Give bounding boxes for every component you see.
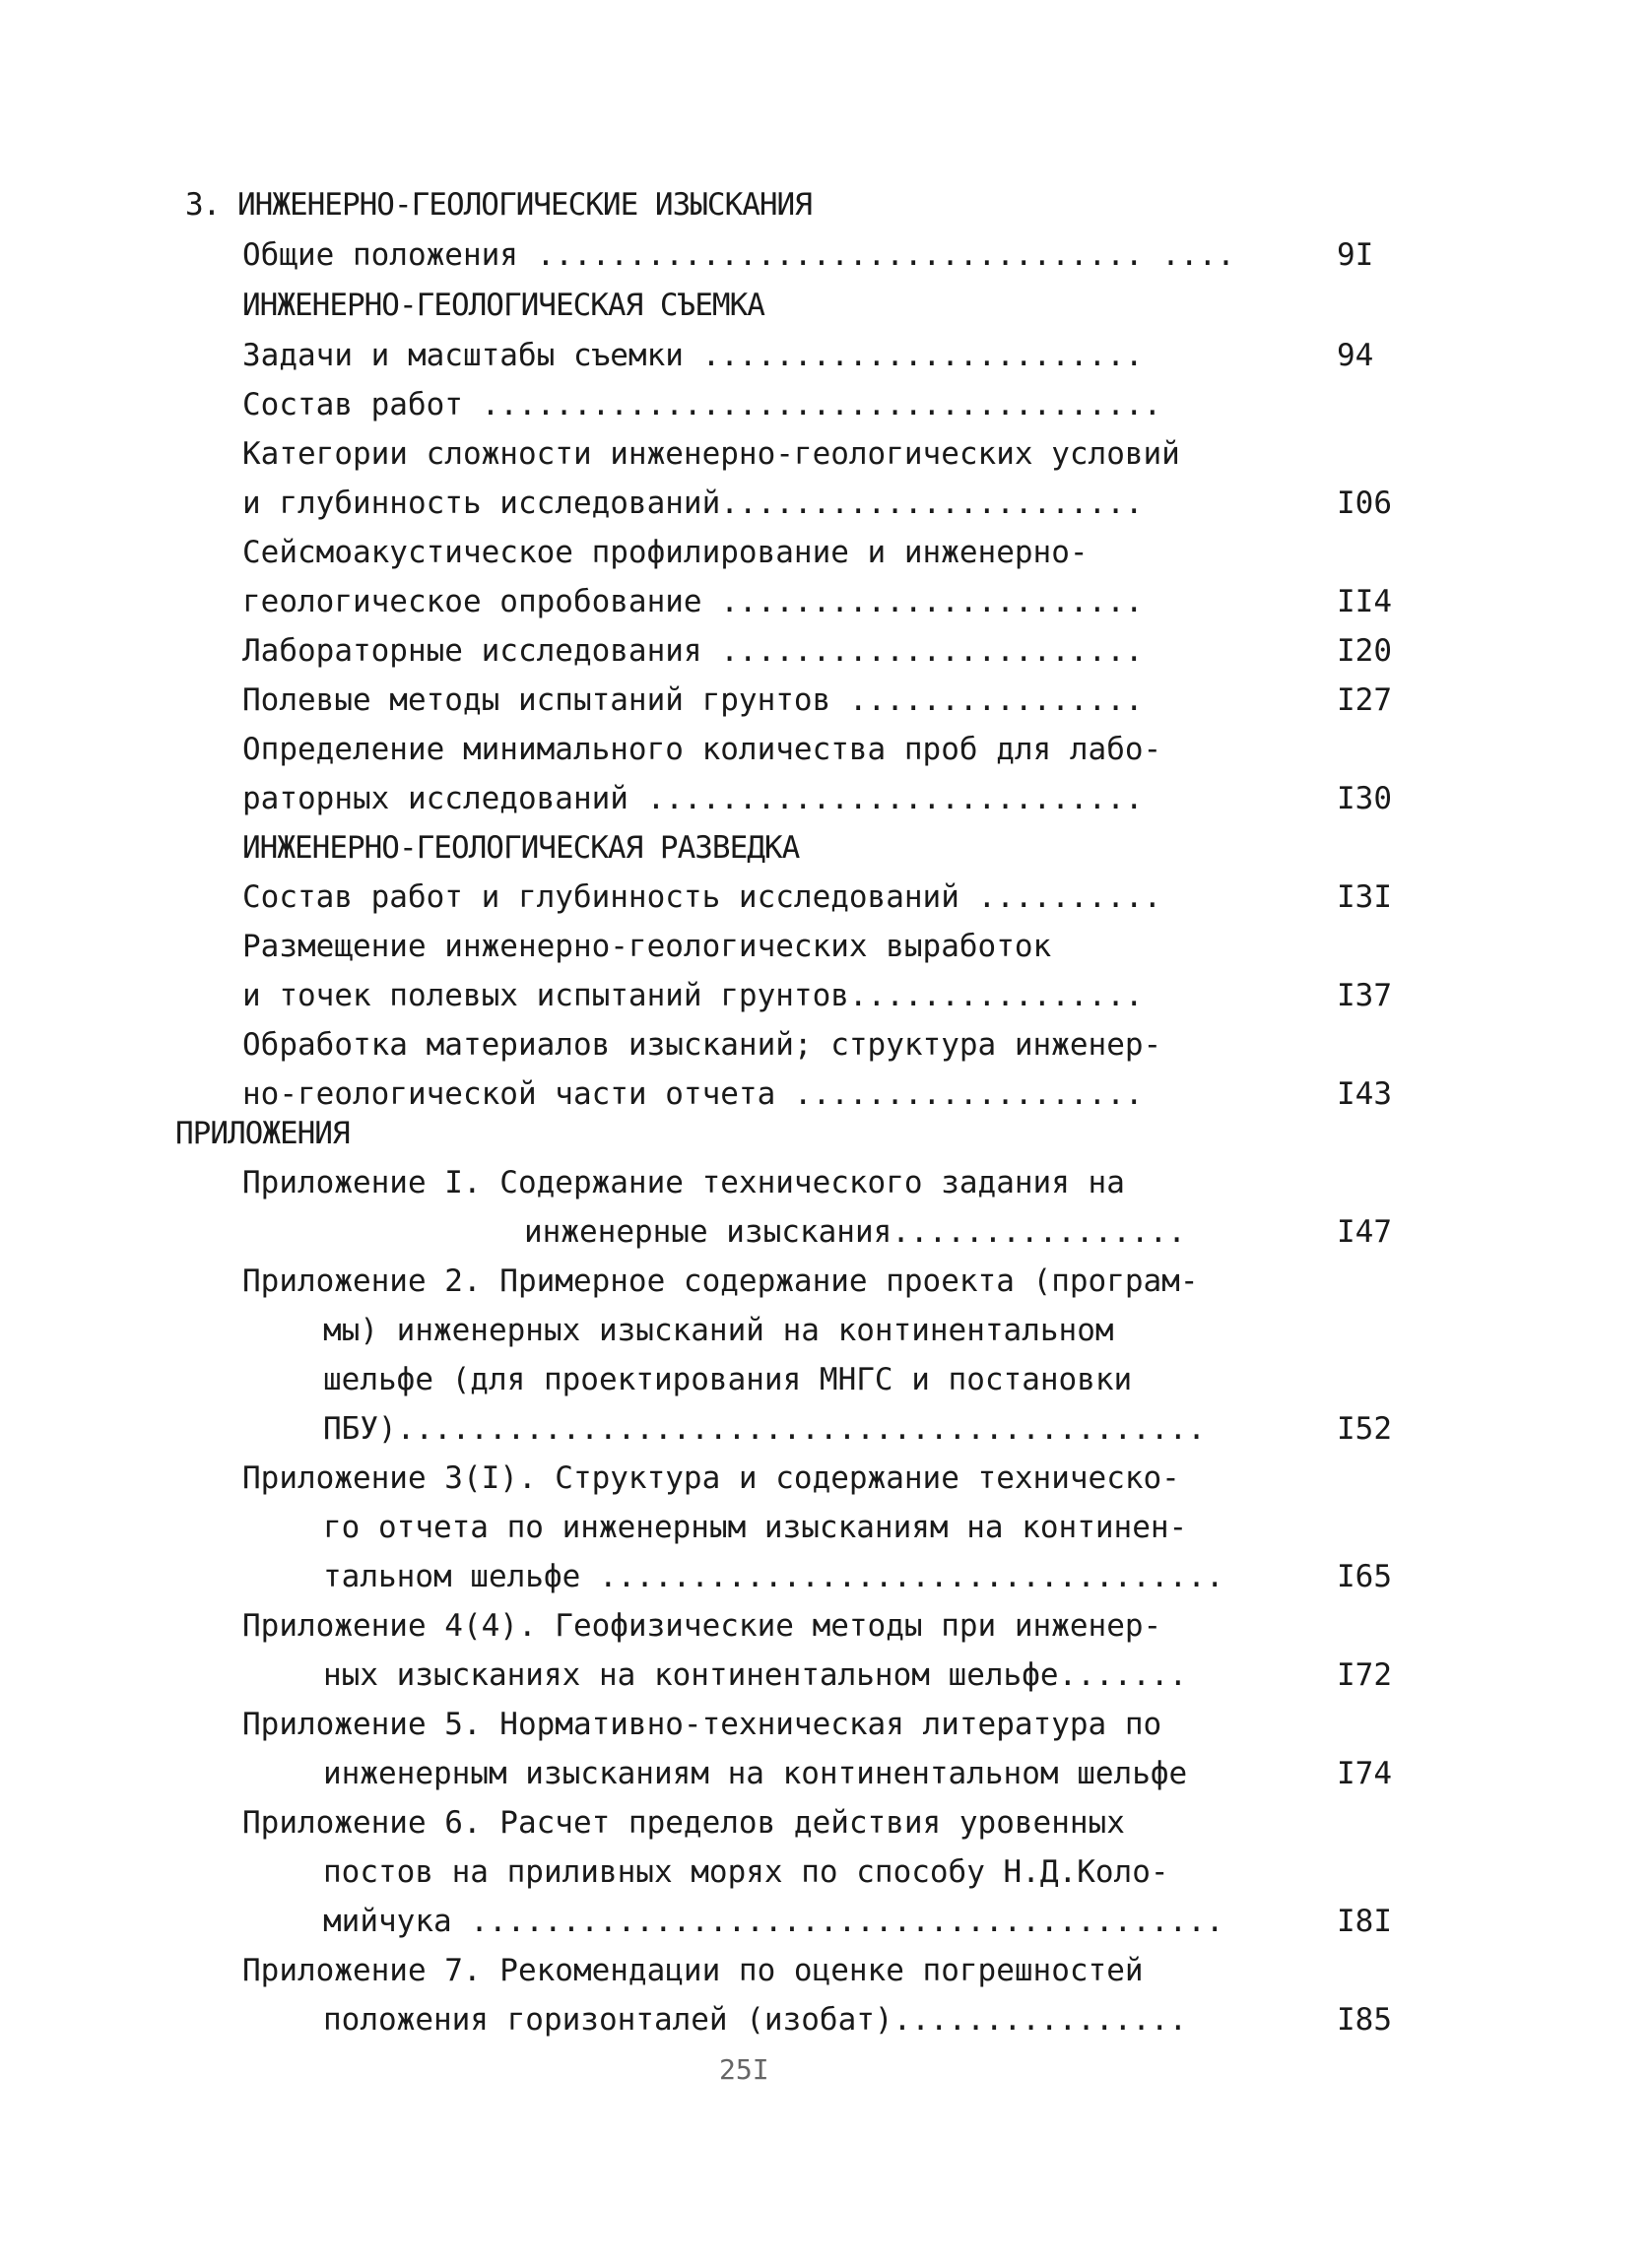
page-number: 25I (719, 2053, 769, 2086)
toc-entry-line: Сейсмоакустическое профилирование и инженерно- (242, 535, 1089, 570)
subsection-heading-exploration: ИНЖЕНЕРНО-ГЕОЛОГИЧЕСКАЯ РАЗВЕДКА (242, 830, 800, 866)
toc-page: I72 (1337, 1657, 1392, 1693)
toc-entry-line: и точек полевых испытаний грунтов................ (242, 978, 1144, 1013)
toc-page: II4 (1337, 584, 1392, 619)
toc-entry-line: постов на приливных морях по способу Н.Д.Коло- (323, 1854, 1169, 1890)
toc-entry-line: Приложение 6. Расчет пределов действия уровенных (242, 1805, 1125, 1841)
toc-page: I85 (1337, 2002, 1392, 2038)
toc-entry-line: Определение минимального количества проб для лабо- (242, 732, 1162, 767)
toc-entry-line: Приложение 2. Примерное содержание проекта (програм- (242, 1264, 1199, 1299)
toc-entry-line: мийчука ......................................... (323, 1904, 1224, 1939)
toc-entry-line: но-геологической части отчета ................... (242, 1076, 1144, 1112)
toc-entry-line: и глубинность исследований....................... (242, 486, 1144, 521)
toc-entry-line: Обработка материалов изысканий; структура инженер- (242, 1027, 1162, 1063)
toc-page: I65 (1337, 1559, 1392, 1594)
toc-page: I52 (1337, 1411, 1392, 1447)
toc-entry-line: тальном шельфе .................................. (323, 1559, 1224, 1594)
toc-page: I30 (1337, 781, 1392, 816)
toc-entry-line: мы) инженерных изысканий на континентальном (323, 1313, 1114, 1348)
toc-entry-line: Состав работ и глубинность исследований .......... (242, 879, 1162, 915)
toc-entry-line: Приложение 7. Рекомендации по оценке погрешностей (242, 1953, 1144, 1988)
toc-entry-line: инженерным изысканиям на континентальном шельфе (323, 1756, 1188, 1791)
toc-entry-line: Размещение инженерно-геологических выработок (242, 929, 1052, 964)
toc-page: I43 (1337, 1076, 1392, 1112)
section-title: 3. ИНЖЕНЕРНО-ГЕОЛОГИЧЕСКИЕ ИЗЫСКАНИЯ (185, 187, 812, 223)
toc-entry-line: раторных исследований ........................... (242, 781, 1144, 816)
toc-entry-line: Категории сложности инженерно-геологических условий (242, 436, 1180, 472)
toc-entry-line: Приложение 5. Нормативно-техническая литература по (242, 1707, 1162, 1742)
toc-entry-line: Состав работ ..................................... (242, 387, 1162, 422)
toc-page: I8I (1337, 1904, 1392, 1939)
toc-page: 94 (1337, 338, 1374, 373)
appendices-heading: ПРИЛОЖЕНИЯ (175, 1116, 350, 1151)
toc-page: I74 (1337, 1756, 1392, 1791)
toc-page: I06 (1337, 486, 1392, 521)
toc-entry-line: Приложение 3(I). Структура и содержание техническо- (242, 1460, 1180, 1496)
toc-entry-general: Общие положения ................................. .... (242, 237, 1235, 273)
toc-entry-line: геологическое опробование ....................... (242, 584, 1144, 619)
toc-entry-line: Приложение 4(4). Геофизические методы при инженер- (242, 1608, 1162, 1644)
toc-entry-line: Лабораторные исследования ....................... (242, 633, 1144, 669)
toc-entry-line: инженерные изыскания................ (524, 1214, 1186, 1250)
toc-entry-line: Приложение I. Содержание технического задания на (242, 1165, 1125, 1200)
toc-page: I3I (1337, 879, 1392, 915)
toc-entry-line: шельфе (для проектирования МНГС и постановки (323, 1362, 1133, 1397)
toc-entry-line: положения горизонталей (изобат)................ (323, 2002, 1188, 2038)
toc-entry-line: Задачи и масштабы съемки ........................ (242, 338, 1144, 373)
toc-entry-line: ных изысканиях на континентальном шельфе....... (323, 1657, 1188, 1693)
subsection-heading-survey: ИНЖЕНЕРНО-ГЕОЛОГИЧЕСКАЯ СЪЕМКА (242, 288, 764, 323)
toc-page: I47 (1337, 1214, 1392, 1250)
toc-page: I37 (1337, 978, 1392, 1013)
toc-entry-line: Полевые методы испытаний грунтов ................ (242, 682, 1144, 718)
toc-page: I27 (1337, 682, 1392, 718)
toc-entry-line: ПБУ)............................................ (323, 1411, 1206, 1447)
toc-entry-line: го отчета по инженерным изысканиям на континен- (323, 1510, 1188, 1545)
toc-page-general: 9I (1337, 237, 1374, 273)
toc-page: I20 (1337, 633, 1392, 669)
